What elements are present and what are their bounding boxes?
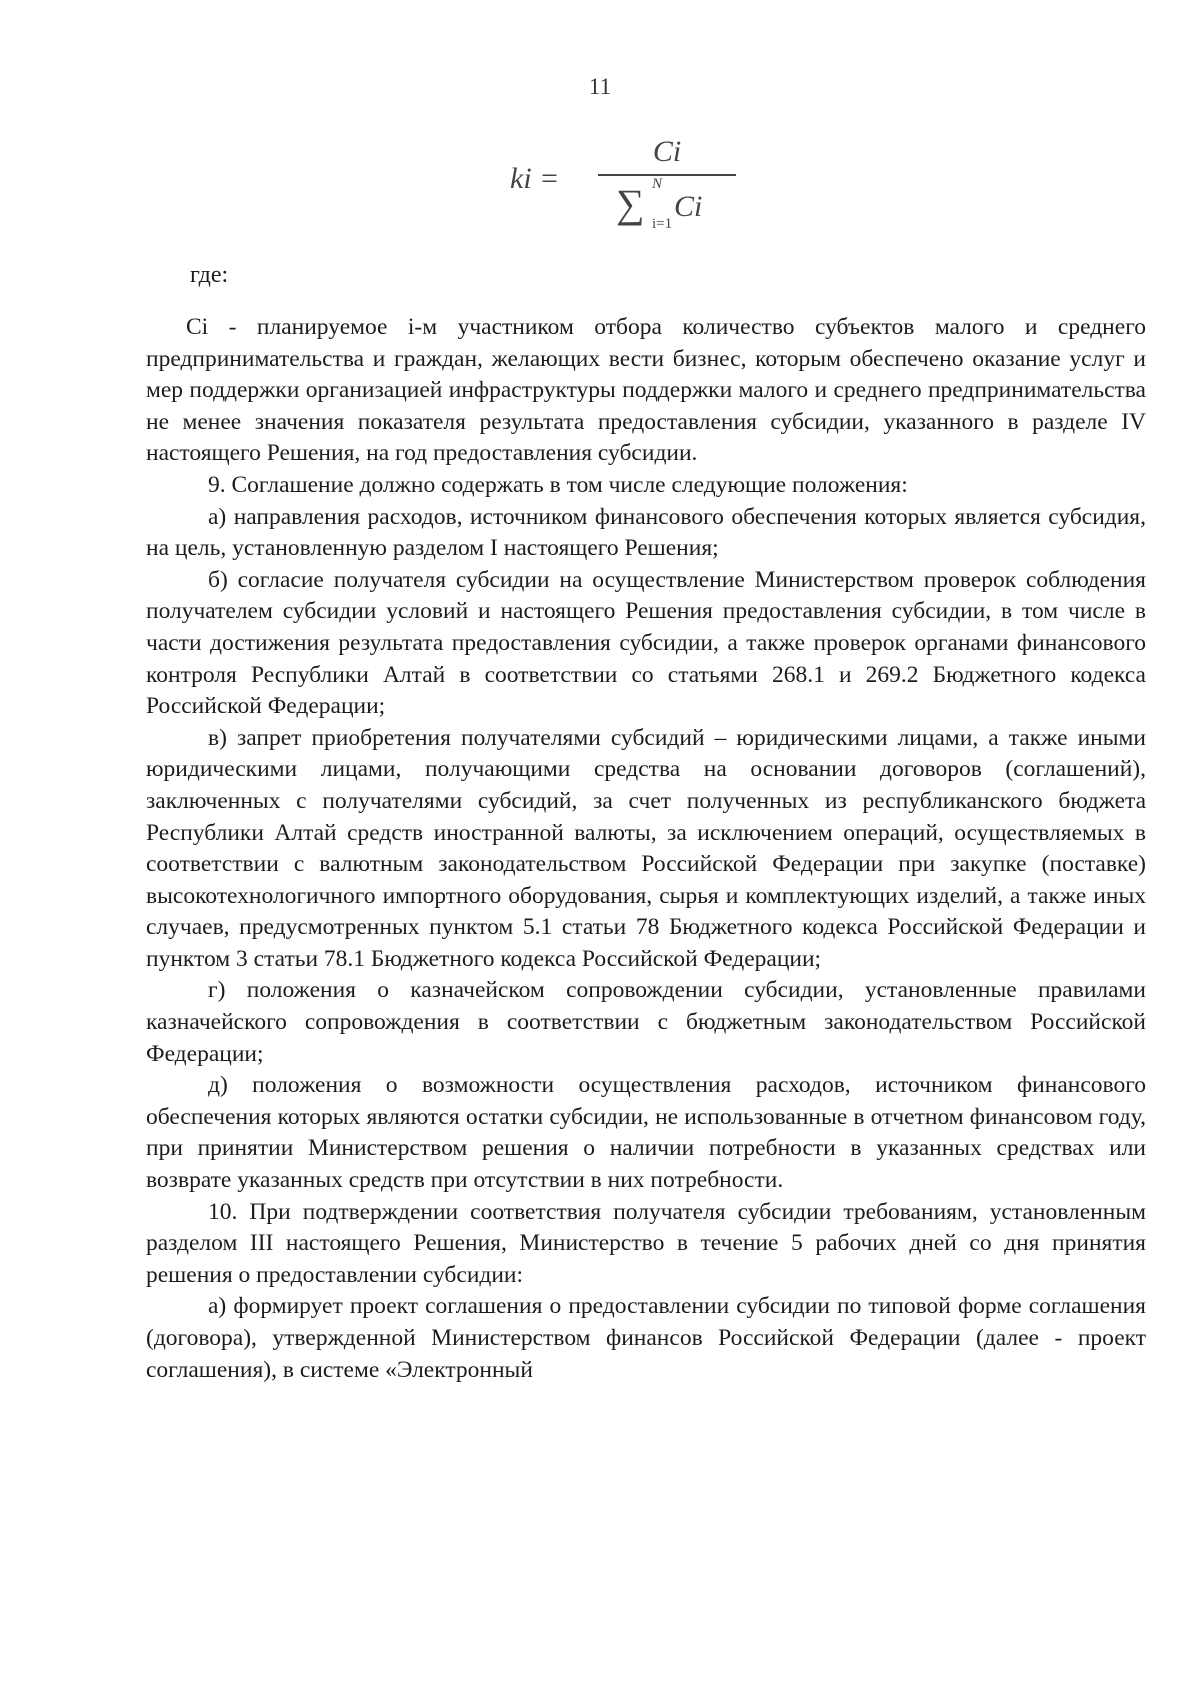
formula [510,134,750,254]
paragraph-10a: а) формирует проект соглашения о предоставлении субсидии по типовой форме соглашения (договора), утвержденной Министерством финансов Российской Федерации (далее - проект соглашения), в системе «Электронный [146,1293,1146,1383]
paragraph-9a: а) направления расходов, источником финансового обеспечения которых является субсидия, на цель, установленную разделом I настоящего Решения; [146,503,1146,562]
paragraph-9: 9. Соглашение должно содержать в том числе следующие положения: [208,471,908,498]
sigma-symbol: ∑ [616,181,645,226]
paragraph-9b: б) согласие получателя субсидии на осуществление Министерством проверок соблюдения получателем субсидии условий и настоящего Решения предоставления субсидии, в том числе в части достижения результата предоставления субсидии, а также проверок органами финансового контроля Республики Алтай в соответствии со статьями 268.1 и 269.2 Бюджетного кодекса Российской Федерации; [146,566,1146,720]
where-label: где: [190,262,229,288]
sum-upper-limit: N [652,176,663,192]
formula-lhs: ki = [510,162,560,195]
sum-term: Ci [674,190,703,223]
paragraph-ci-definition: Ci - планируемое i-м участником отбора количество субъектов малого и среднего предпринимательства и граждан, желающих вести бизнес, которым обеспечено оказание услуг и мер поддержки организацией инфраструктуры поддержки малого и среднего предпринимательства не менее значения показателя результата предоставления субсидии, указанного в разделе IV настоящего Решения, на год предоставления субсидии. [146,314,1146,467]
paragraph-10: 10. При подтверждении соответствия получателя субсидии требованиям, установленным разделом III настоящего Решения, Министерство в течение 5 рабочих дней со дня принятия решения о предоставлении субсидии: [146,1198,1146,1288]
paragraph-9g: г) положения о казначейском сопровождении субсидии, установленные правилами казначейского сопровождения в соответствии с бюджетным законодательством Российской Федерации; [146,977,1146,1067]
sum-lower-limit: i=1 [652,216,673,232]
fraction-bar [598,174,736,176]
formula-numerator: Ci [652,135,682,168]
paragraph-9d: д) положения о возможности осуществления расходов, источником финансового обеспечения которых являются остатки субсидии, не использованные в отчетном финансовом году, при принятии Министерством решения о наличии потребности в указанных средствах или возврате указанных средств при отсутствии в них потребности. [146,1072,1146,1194]
page-number: 11 [588,74,612,99]
formula-fraction [598,134,736,238]
formula-denominator [598,178,736,238]
paragraph-9v: в) запрет приобретения получателями субсидий – юридическими лицами, а также иными юридическими лицами, получающими средства на основании договоров (соглашений), заключенных с получателями субсидий, за счет полученных из республиканского бюджета Республики Алтай средств иностранной валюты, за исключением операций, осуществляемых в соответствии с валютным законодательством Российской Федерации при закупке (поставке) высокотехнологичного импортного оборудования, сырья и комплектующих изделий, а также иных случаев, предусмотренных пунктом 5.1 статьи 78 Бюджетного кодекса Российской Федерации и пунктом 3 статьи 78.1 Бюджетного кодекса Российской Федерации; [146,724,1146,972]
document-body [146,312,1146,1386]
